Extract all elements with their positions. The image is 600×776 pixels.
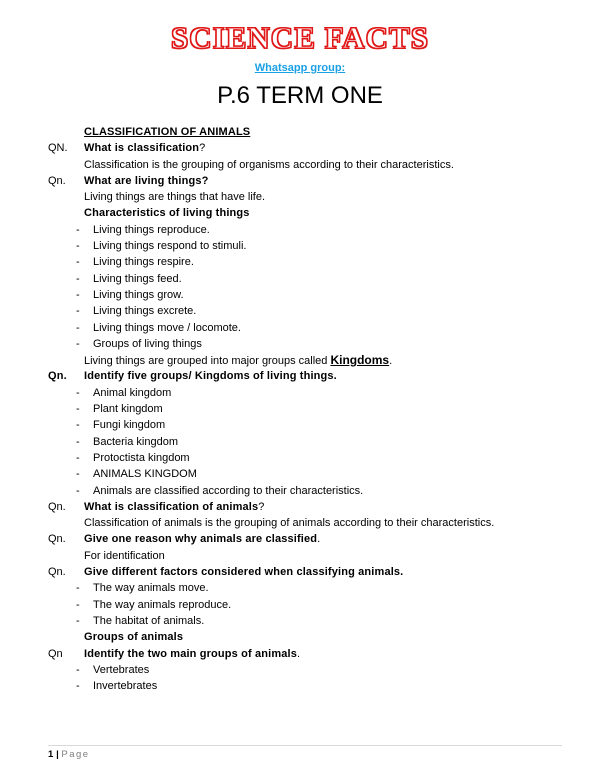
list-item-text: The habitat of animals. <box>93 614 205 627</box>
list-item <box>0 483 600 499</box>
question-mark: ? <box>258 500 265 513</box>
bullet-dash: - <box>76 240 80 253</box>
list-item-text: ANIMALS KINGDOM <box>93 468 197 481</box>
question-row <box>0 499 600 515</box>
list-item-text: Plant kingdom <box>93 403 163 416</box>
list-item <box>0 222 600 238</box>
question-text <box>84 140 205 156</box>
bullet-dash: - <box>76 419 80 432</box>
list-item-text: Vertebrates <box>93 663 150 676</box>
question-marker: Qn <box>48 647 63 660</box>
question-period: . <box>297 647 301 660</box>
answer-text-pre: Living things are grouped into major groups called <box>84 355 331 368</box>
list-item <box>0 466 600 482</box>
footer-divider <box>48 745 562 746</box>
bullet-dash: - <box>76 337 80 350</box>
list-item <box>0 385 600 401</box>
bullet-dash: - <box>76 435 80 448</box>
list-item-text: Animals are classified according to their characteristics. <box>93 484 364 497</box>
list-item <box>0 450 600 466</box>
list-item <box>0 417 600 433</box>
bullet-dash: - <box>76 288 80 301</box>
question-row <box>0 646 600 662</box>
question-row <box>0 368 600 384</box>
question-period: . <box>317 533 321 546</box>
bullet-dash: - <box>76 321 80 334</box>
bullet-dash: - <box>76 403 80 416</box>
list-item-text: Groups of living things <box>93 337 202 350</box>
list-item <box>0 336 600 352</box>
factors-list <box>0 580 600 629</box>
list-item-text: Living things respond to stimuli. <box>93 240 247 253</box>
answer-row <box>0 352 600 368</box>
question-bold: What is classification of animals <box>84 500 259 513</box>
section-heading-row <box>0 124 600 140</box>
list-item <box>0 662 600 678</box>
answer-text: For identification <box>84 549 165 562</box>
bullet-dash: - <box>76 663 80 676</box>
question-bold: Identify the two main groups of animals <box>84 647 298 660</box>
page-label: Page <box>61 749 90 760</box>
subheading: Characteristics of living things <box>84 207 250 220</box>
bullet-dash: - <box>76 614 80 627</box>
question-marker: QN. <box>48 142 68 155</box>
keyword-kingdoms: Kingdoms <box>330 353 390 368</box>
term-heading: P.6 TERM ONE <box>217 82 383 109</box>
question-marker: Qn. <box>48 370 67 383</box>
question-row <box>0 531 600 547</box>
question-text <box>84 531 320 547</box>
list-item <box>0 254 600 270</box>
list-item-text: Bacteria kingdom <box>93 435 178 448</box>
list-item-text: Living things reproduce. <box>93 223 210 236</box>
bullet-dash: - <box>76 386 80 399</box>
subheading-row <box>0 205 600 221</box>
answer-text: Classification is the grouping of organisms according to their characteristics. <box>84 158 454 171</box>
list-item <box>0 613 600 629</box>
groups-list <box>0 662 600 695</box>
question-mark: ? <box>199 142 206 155</box>
answer-row <box>0 157 600 173</box>
characteristics-list <box>0 222 600 352</box>
section-heading: CLASSIFICATION OF ANIMALS <box>84 126 251 138</box>
list-item-text: Living things excrete. <box>93 305 197 318</box>
subheading-row <box>0 629 600 645</box>
whatsapp-group-link[interactable]: Whatsapp group: <box>254 62 346 74</box>
answer-text: Living things are things that have life. <box>84 191 266 204</box>
answer-text: Classification of animals is the grouping of animals according to their characteristics. <box>84 517 495 530</box>
list-item <box>0 303 600 319</box>
answer-row <box>0 548 600 564</box>
subheading: Groups of animals <box>84 631 184 644</box>
list-item <box>0 434 600 450</box>
question-row <box>0 140 600 156</box>
bullet-dash: - <box>76 582 80 595</box>
bullet-dash: - <box>76 598 80 611</box>
bullet-dash: - <box>76 680 80 693</box>
document-body <box>0 124 600 694</box>
page-number: 1 <box>48 749 54 760</box>
bullet-dash: - <box>76 451 80 464</box>
question-marker: Qn. <box>48 500 66 513</box>
list-item-text: The way animals reproduce. <box>93 598 232 611</box>
kingdoms-list <box>0 385 600 499</box>
list-item <box>0 271 600 287</box>
question-text: What are living things? <box>84 174 209 187</box>
list-item-text: Animal kingdom <box>93 386 172 399</box>
question-row <box>0 173 600 189</box>
bullet-dash: - <box>76 468 80 481</box>
bullet-dash: - <box>76 256 80 269</box>
bullet-dash: - <box>76 305 80 318</box>
question-marker: Qn. <box>48 174 66 187</box>
answer-text-post: . <box>389 355 393 368</box>
list-item <box>0 401 600 417</box>
bullet-dash: - <box>76 223 80 236</box>
list-item <box>0 580 600 596</box>
question-text <box>84 499 264 515</box>
question-text: Identify five groups/ Kingdoms of living things. <box>84 370 337 383</box>
question-marker: Qn. <box>48 566 66 579</box>
list-item-text: Protoctista kingdom <box>93 451 190 464</box>
question-row <box>0 564 600 580</box>
list-item-text: Living things respire. <box>93 256 194 269</box>
bullet-dash: - <box>76 484 80 497</box>
question-text: Give different factors considered when classifying animals. <box>84 566 404 579</box>
bullet-dash: - <box>76 272 80 285</box>
footer-separator: | <box>56 749 59 760</box>
question-marker: Qn. <box>48 533 66 546</box>
question-bold: What is classification <box>84 142 200 155</box>
list-item <box>0 320 600 336</box>
list-item <box>0 238 600 254</box>
question-bold: Give one reason why animals are classified <box>84 533 318 546</box>
list-item-text: Living things feed. <box>93 272 182 285</box>
page-footer <box>48 749 90 760</box>
answer-row <box>0 189 600 205</box>
question-text <box>84 646 300 662</box>
list-item-text: Fungi kingdom <box>93 419 166 432</box>
list-item-text: Invertebrates <box>93 680 158 693</box>
list-item <box>0 287 600 303</box>
answer-row <box>0 515 600 531</box>
list-item <box>0 678 600 694</box>
document-title: SCIENCE FACTS <box>171 20 429 55</box>
list-item-text: The way animals move. <box>93 582 209 595</box>
list-item <box>0 597 600 613</box>
list-item-text: Living things move / locomote. <box>93 321 241 334</box>
list-item-text: Living things grow. <box>93 288 184 301</box>
answer-text <box>84 352 392 369</box>
